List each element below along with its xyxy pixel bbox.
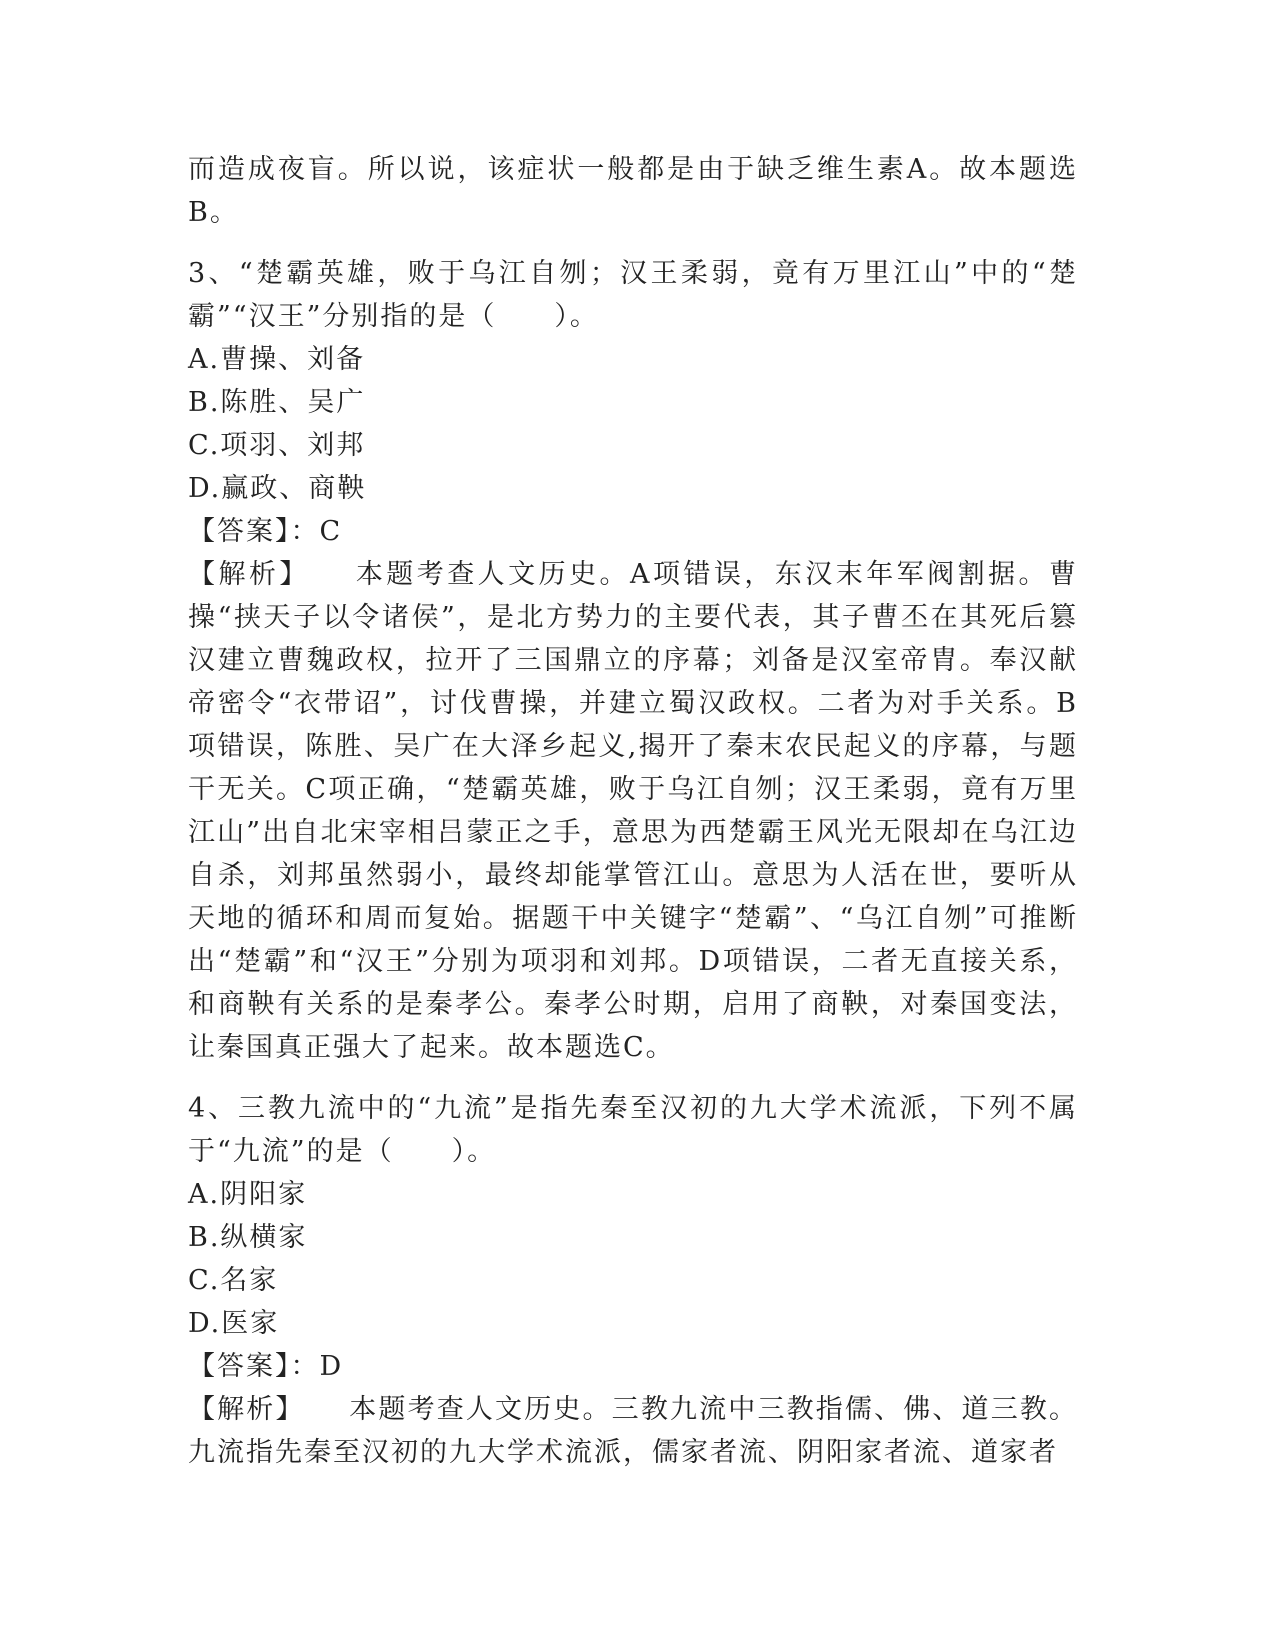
analysis-text: 本题考查人文历史。A项错误，东汉末年军阀割据。曹操“挟天子以令诸侯”，是北方势力的主要代表，其子曹丕在其死后篡汉建立曹魏政权，拉开了三国鼎立的序幕；刘备是汉室帝胄。奉汉献帝密令“衣带诏”，讨伐曹操，并建立蜀汉政权。二者为对手关系。B项错误，陈胜、吴广在大泽乡起义,揭开了秦末农民起义的序幕，与题干无关。C项正确，“楚霸英雄，败于乌江自刎；汉王柔弱，竟有万里江山”出自北宋宰相吕蒙正之手，意思为西楚霸王风光无限却在乌江边自杀，刘邦虽然弱小，最终却能掌管江山。意思为人活在世，要听从天地的循环和周而复始。据题干中关键字“楚霸”、“乌江自刎”可推断出“楚霸”和“汉王”分别为项羽和刘邦。D项错误，二者无直接关系，和商鞅有关系的是秦孝公。秦孝公时期，启用了商鞅，对秦国变法，让秦国真正强大了起来。故本题选C。 bbox=[188, 559, 1078, 1063]
spacer bbox=[188, 1069, 1078, 1087]
question-stem: 4、三教九流中的“九流”是指先秦至汉初的九大学术流派，下列不属于“九流”的是（ ）。 bbox=[188, 1093, 1078, 1167]
question-4 bbox=[188, 1087, 1078, 1474]
analysis-label: 【解析】 bbox=[188, 1394, 305, 1425]
option-a: A.曹操、刘备 bbox=[188, 344, 366, 375]
answer-value: D bbox=[319, 1351, 344, 1382]
continuation-text: 而造成夜盲。所以说，该症状一般都是由于缺乏维生素A。故本题选B。 bbox=[188, 154, 1078, 228]
analysis-label: 【解析】 bbox=[188, 559, 310, 590]
analysis-paragraph bbox=[188, 553, 1078, 1069]
option-b: B.纵横家 bbox=[188, 1222, 308, 1253]
option-b: B.陈胜、吴广 bbox=[188, 387, 366, 418]
option-d: D.赢政、商鞅 bbox=[188, 473, 367, 504]
analysis-paragraph bbox=[188, 1388, 1078, 1474]
answer-label: 【答案】： bbox=[188, 516, 320, 547]
question-stem: 3、“楚霸英雄，败于乌江自刎；汉王柔弱，竟有万里江山”中的“楚霸”“汉王”分别指的是（ ）。 bbox=[188, 258, 1078, 332]
question-3 bbox=[188, 252, 1078, 1069]
spacer bbox=[188, 234, 1078, 252]
page-content bbox=[188, 148, 1078, 1474]
option-d: D.医家 bbox=[188, 1308, 280, 1339]
answer-label: 【答案】： bbox=[188, 1351, 320, 1382]
answer-value: C bbox=[319, 516, 343, 547]
analysis-text: 本题考查人文历史。三教九流中三教指儒、佛、道三教。九流指先秦至汉初的九大学术流派，儒家者流、阴阳家者流、道家者 bbox=[188, 1394, 1079, 1468]
answer-line bbox=[188, 510, 1078, 553]
answer-line bbox=[188, 1345, 1078, 1388]
option-c: C.名家 bbox=[188, 1265, 279, 1296]
option-c: C.项羽、刘邦 bbox=[188, 430, 366, 461]
option-a: A.阴阳家 bbox=[188, 1179, 308, 1210]
